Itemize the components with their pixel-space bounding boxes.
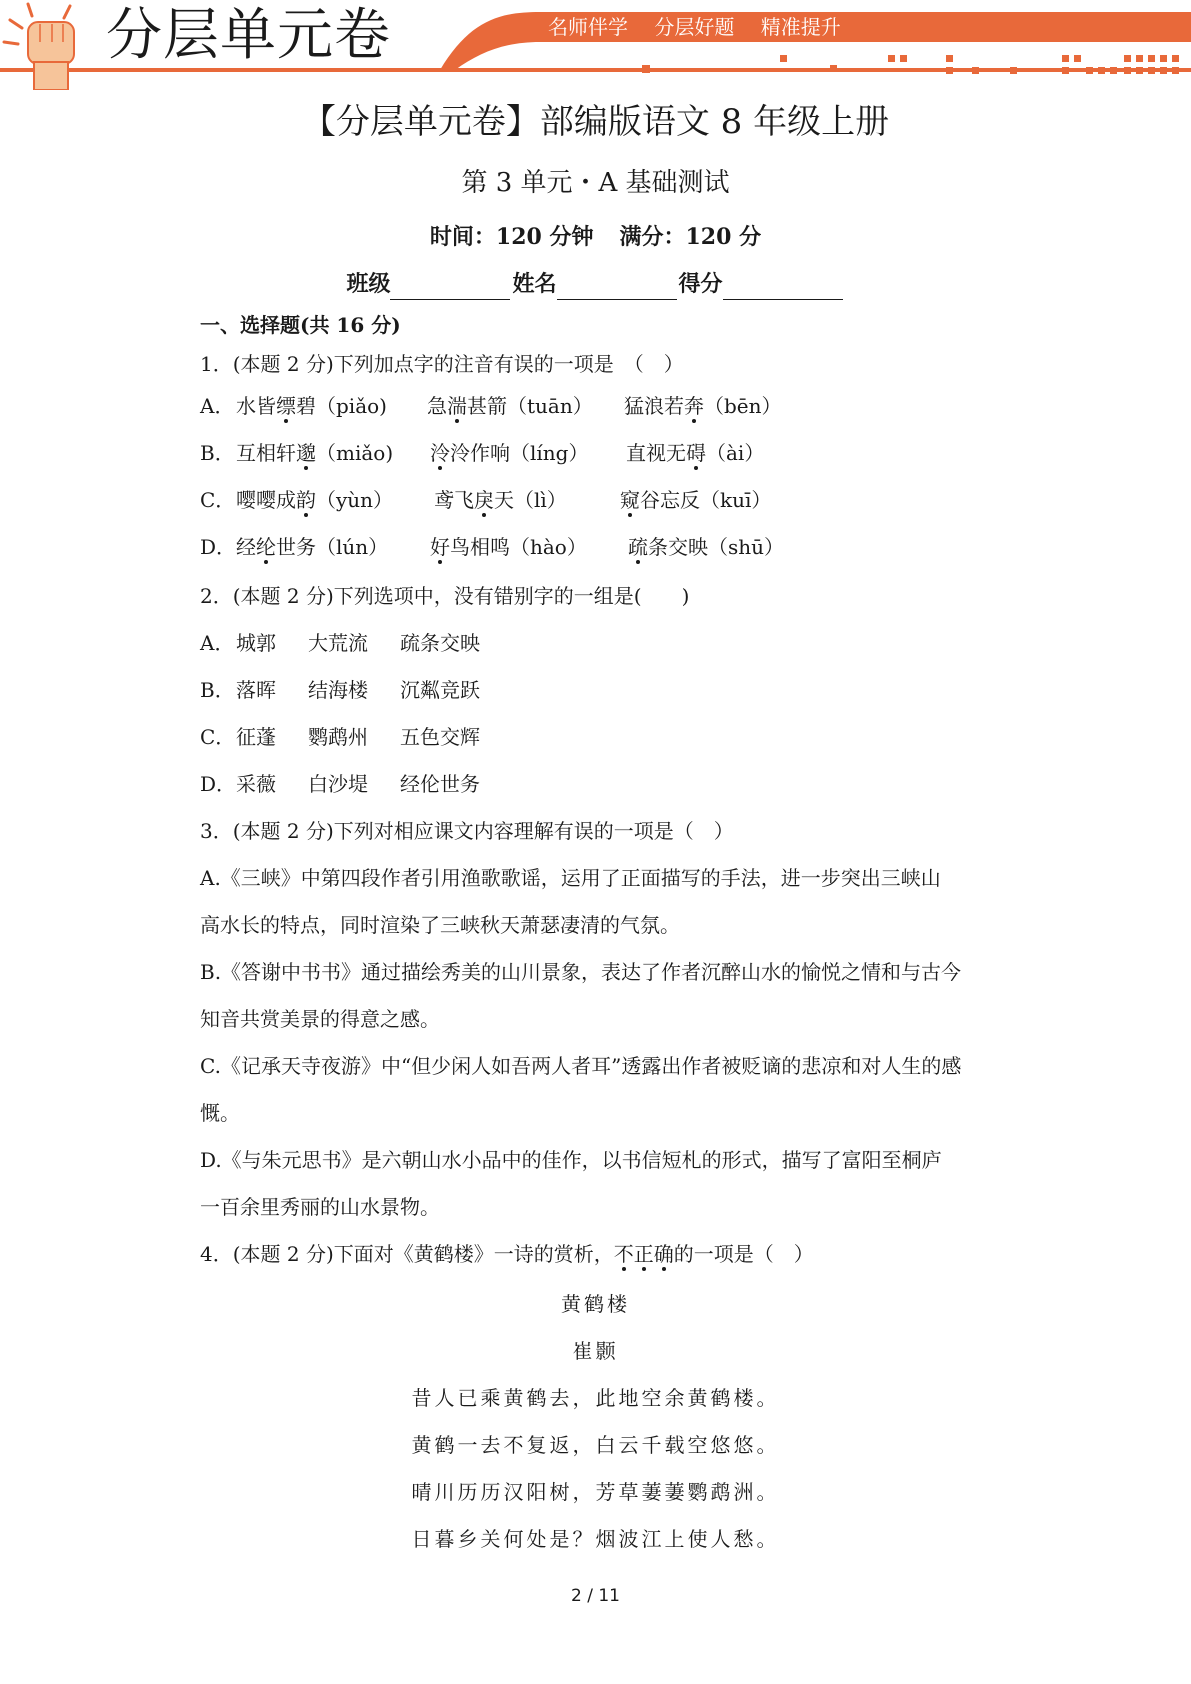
- name-label: 姓名: [512, 271, 557, 297]
- student-info-line: [0, 268, 1191, 300]
- q1-option-b[interactable]: [200, 439, 235, 467]
- option-letter: C．: [200, 488, 236, 512]
- page-subtitle: 第 3 单元・A 基础测试: [461, 168, 730, 198]
- header-banner: [0, 0, 1191, 90]
- q4-stem-emphasis: [614, 1242, 674, 1266]
- question-2-stem: 2．(本题 2 分)下列选项中，没有错别字的一组是( ): [200, 584, 690, 608]
- emphasis-char: 不: [613, 1242, 634, 1266]
- q1-b-item-1: 互相轩邈（miǎo): [236, 441, 394, 465]
- time-score-line: [0, 222, 1191, 252]
- q1-option-a[interactable]: [200, 392, 234, 420]
- q2-option-c[interactable]: [200, 723, 235, 751]
- q3-option-a-line-2: 高水长的特点，同时渲染了三峡秋天萧瑟凄清的气氛。: [200, 913, 680, 937]
- poem-line-4: 日暮乡关何处是？烟波江上使人愁。: [411, 1527, 780, 1551]
- poem-line-2: 黄鹤一去不复返，白云千载空悠悠。: [411, 1433, 780, 1457]
- q2-a-item-1: 城郭: [236, 631, 276, 655]
- raised-fist-icon: [0, 0, 90, 90]
- name-blank[interactable]: [557, 275, 677, 300]
- q1-c-item-2: 鸢飞戾天（lì）: [434, 488, 567, 512]
- q3-option-a-line-1[interactable]: A.《三峡》中第四段作者引用渔歌歌谣，运用了正面描写的手法，进一步突出三峡山: [200, 866, 941, 890]
- option-letter: A．: [200, 631, 235, 655]
- emphasis-char: 确: [653, 1242, 674, 1266]
- option-letter: B．: [200, 678, 235, 702]
- q2-a-item-2: 大荒流: [308, 631, 368, 655]
- class-blank[interactable]: [390, 275, 510, 300]
- slogan-1: 名师伴学: [548, 15, 628, 39]
- q1-a-item-1: 水皆缥碧（piǎo): [236, 394, 387, 418]
- slogan-3: 精准提升: [760, 15, 841, 39]
- option-letter: D．: [200, 535, 237, 559]
- q1-d-item-2: 好鸟相鸣（hào）: [430, 535, 587, 559]
- question-3-stem: 3．(本题 2 分)下列对相应课文内容理解有误的一项是（ ）: [200, 819, 734, 843]
- q2-a-item-3: 疏条交映: [400, 631, 480, 655]
- q1-c-item-3: 窥谷忘反（kuī）: [620, 488, 772, 512]
- q2-d-item-3: 经伦世务: [400, 772, 480, 796]
- q2-d-item-2: 白沙堤: [308, 772, 368, 796]
- full-score-label: 满分：120 分: [619, 224, 762, 250]
- poem-author: 崔颢: [572, 1339, 619, 1363]
- q3-option-d-line-1[interactable]: D.《与朱元思书》是六朝山水小品中的佳作，以书信短札的形式，描写了富阳至桐庐: [200, 1148, 942, 1172]
- option-letter: B．: [200, 441, 235, 465]
- q1-a-item-3: 猛浪若奔（bēn）: [624, 394, 782, 418]
- question-1-stem: 1．(本题 2 分)下列加点字的注音有误的一项是 （ ）: [200, 352, 684, 376]
- score-blank[interactable]: [723, 275, 843, 300]
- q1-option-c[interactable]: [200, 486, 235, 514]
- poem-line-1: 昔人已乘黄鹤去，此地空余黄鹤楼。: [411, 1386, 780, 1410]
- option-letter: C．: [200, 725, 236, 749]
- section-heading: 一、选择题(共 16 分): [200, 313, 401, 337]
- time-label: 时间：120 分钟: [429, 224, 594, 250]
- q2-option-a[interactable]: [200, 629, 234, 657]
- option-letter: D．: [200, 772, 237, 796]
- score-label: 得分: [678, 271, 723, 297]
- q3-option-b-line-2: 知音共赏美景的得意之感。: [200, 1007, 440, 1031]
- q3-option-c-line-1[interactable]: C.《记承天寺夜游》中“但少闲人如吾两人者耳”透露出作者被贬谪的悲凉和对人生的感: [200, 1054, 962, 1078]
- q1-b-item-3: 直视无碍（ài）: [626, 441, 765, 465]
- q3-option-c-line-2: 慨。: [200, 1101, 240, 1125]
- class-label: 班级: [346, 271, 391, 297]
- q1-option-d[interactable]: [200, 533, 236, 561]
- q2-option-b[interactable]: [200, 676, 235, 704]
- q2-b-item-3: 沉粼竞跃: [400, 678, 480, 702]
- page-title: 【分层单元卷】部编版语文 8 年级上册: [301, 102, 890, 142]
- q1-b-item-2: 泠泠作响（líng）: [430, 441, 589, 465]
- q2-c-item-1: 征蓬: [236, 725, 276, 749]
- q1-c-item-1: 嘤嘤成韵（yùn）: [236, 488, 394, 512]
- q4-stem-before: 4．(本题 2 分)下面对《黄鹤楼》一诗的赏析，: [200, 1242, 614, 1266]
- poem-line-3: 晴川历历汉阳树，芳草萋萋鹦鹉洲。: [411, 1480, 780, 1504]
- page-number: 2 / 11: [571, 1586, 620, 1606]
- q2-d-item-1: 采薇: [236, 772, 276, 796]
- q1-a-item-2: 急湍甚箭（tuān）: [427, 394, 593, 418]
- q3-option-b-line-1[interactable]: B.《答谢中书书》通过描绘秀美的山川景象，表达了作者沉醉山水的愉悦之情和与古今: [200, 960, 962, 984]
- emphasis-char: 正: [633, 1242, 654, 1266]
- q2-b-item-2: 结海楼: [308, 678, 368, 702]
- q2-option-d[interactable]: [200, 770, 236, 798]
- q2-c-item-3: 五色交辉: [400, 725, 480, 749]
- question-4-stem: [200, 1240, 814, 1268]
- brand-title: 分层单元卷: [106, 3, 391, 68]
- option-letter: A．: [200, 394, 235, 418]
- slogan-2: 分层好题: [654, 15, 735, 39]
- q4-stem-after: 的一项是（ ）: [673, 1242, 814, 1266]
- q1-d-item-3: 疏条交映（shū）: [628, 535, 785, 559]
- q3-option-d-line-2: 一百余里秀丽的山水景物。: [200, 1195, 440, 1219]
- q1-d-item-1: 经纶世务（lún）: [236, 535, 389, 559]
- q2-b-item-1: 落晖: [236, 678, 276, 702]
- header-slogans: [548, 13, 861, 41]
- poem-title: 黄鹤楼: [561, 1292, 630, 1316]
- q2-c-item-2: 鹦鹉州: [308, 725, 368, 749]
